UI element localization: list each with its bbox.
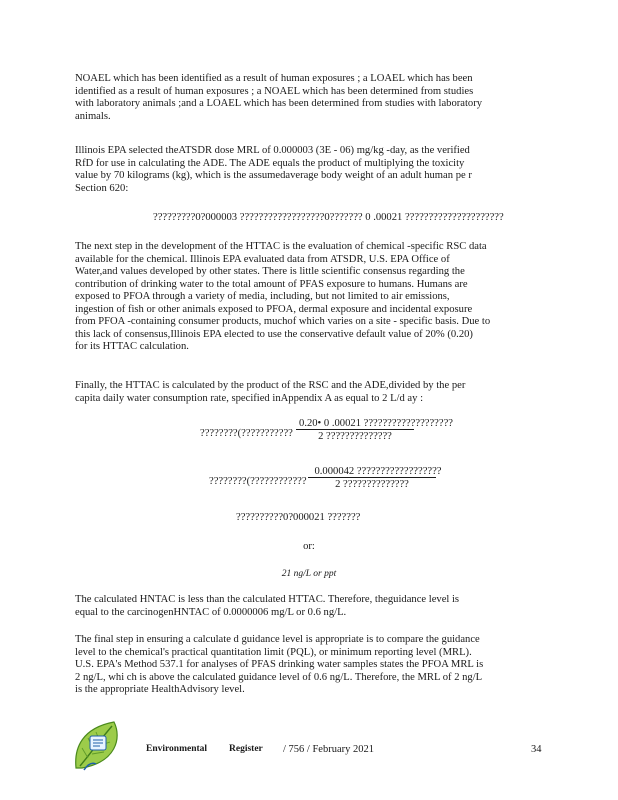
paragraph-1-line: NOAEL which has been identified as a result of human exposures ; a LOAEL which has been [75, 73, 473, 84]
equation-1-numerator: 0.20• 0 .00021 ??????????????????? [299, 418, 453, 429]
equation-3: ??????????0?000021 ??????? [236, 512, 361, 523]
paragraph-4 [75, 380, 545, 405]
equation-2-denominator: 2 ?????????????? [308, 477, 436, 490]
paragraph-1-line: animals. [75, 110, 111, 122]
paragraph-1-line: identified as a result of human exposures ; a NOAEL which has been determined from studies [75, 85, 474, 97]
paragraph-3-line: from PFOA -containing consumer products, muchof which varies on a site - specific basis. Due to [75, 316, 491, 327]
paragraph-2-line: Illinois EPA selected theATSDR dose MRL of 0.000003 (3E - 06) mg/kg -day, as the verified [75, 145, 470, 156]
paragraph-6-line: The final step in ensuring a calculate d guidance level is appropriate is to compare the guidance [75, 634, 480, 645]
paragraph-6-line: U.S. EPA's Method 537.1 for analyses of PFAS drinking water samples states the PFOA MRL is [75, 659, 484, 670]
equation-2-numerator: 0.000042 ?????????????????? [314, 466, 442, 477]
equation-1-denominator: 2 ?????????????? [296, 429, 414, 442]
paragraph-2-line: value by 70 kilograms (kg), which is the assumedaverage body weight of an adult human pe r [75, 170, 472, 181]
equation-1-fraction [296, 418, 456, 442]
paragraph-3-line: Water,and values developed by other states. There is little scientific consensus regarding the [75, 266, 465, 277]
paragraph-2-line: RfD for use in calculating the ADE. The ADE equals the product of multiplying the toxicity [75, 157, 465, 169]
footer-issue: / 756 / February 2021 [283, 744, 374, 755]
paragraph-1 [75, 73, 545, 123]
illinois-register-logo-icon [70, 718, 126, 774]
paragraph-1-line: with laboratory animals ;and a LOAEL which has been determined from studies with laboratory [75, 98, 483, 109]
paragraph-5 [75, 594, 545, 619]
result-value: 21 ng/L or ppt [281, 569, 337, 579]
footer-page-number: 34 [531, 744, 542, 755]
paragraph-6-line: is the appropriate HealthAdvisory level. [75, 684, 245, 695]
equation-2-lhs: ????????(???????????? [209, 476, 307, 487]
paragraph-3 [75, 241, 545, 354]
paragraph-3-line: contribution of drinking water to the total amount of PFAS exposure to humans. Humans are [75, 278, 468, 290]
ade-equation: ?????????0?000003 ??????????????????0??????? 0 .00021 ????????????????????? [153, 212, 504, 223]
equation-2-fraction [308, 466, 448, 490]
paragraph-5-line: equal to the carcinogenHNTAC of 0.0000006 mg/L or 0.6 ng/L. [75, 606, 347, 618]
footer-journal-name: Environmental [146, 744, 208, 754]
paragraph-6-line: 2 ng/L, whi ch is above the calculated guidance level of 0.6 ng/L. Therefore, the MRL of 2 ng/L [75, 671, 483, 683]
equation-1-lhs: ????????(??????????? [200, 428, 293, 439]
paragraph-6 [75, 634, 545, 697]
paragraph-5-line: The calculated HNTAC is less than the calculated HTTAC. Therefore, theguidance level is [75, 594, 460, 605]
footer-register-label: Register [229, 744, 263, 754]
paragraph-2 [75, 145, 545, 195]
paragraph-2-line: Section 620: [75, 182, 129, 194]
paragraph-3-line: this lack of consensus,Illinois EPA elected to use the conservative default value of 20% (0.20) [75, 328, 473, 340]
paragraph-3-line: The next step in the development of the HTTAC is the evaluation of chemical -specific RSC data [75, 241, 487, 252]
paragraph-3-line: available for the chemical. Illinois EPA evaluated data from ATSDR, U.S. EPA Office of [75, 253, 450, 265]
paragraph-4-line: capita daily water consumption rate, specified inAppendix A as equal to 2 L/d ay : [75, 392, 424, 404]
paragraph-3-line: ingestion of fish or other animals exposed to PFOA, dermal exposure and incidental exposure [75, 303, 473, 315]
paragraph-3-line: for its HTTAC calculation. [75, 341, 189, 352]
paragraph-3-line: exposed to PFOA through a variety of media, including, but not limited to air emissions, [75, 291, 450, 302]
paragraph-6-line: level to the chemical's practical quantitation limit (PQL), or minimum reporting level (MRL). [75, 646, 472, 658]
paragraph-4-line: Finally, the HTTAC is calculated by the product of the RSC and the ADE,divided by the per [75, 380, 466, 391]
or-label: or: [303, 541, 315, 552]
